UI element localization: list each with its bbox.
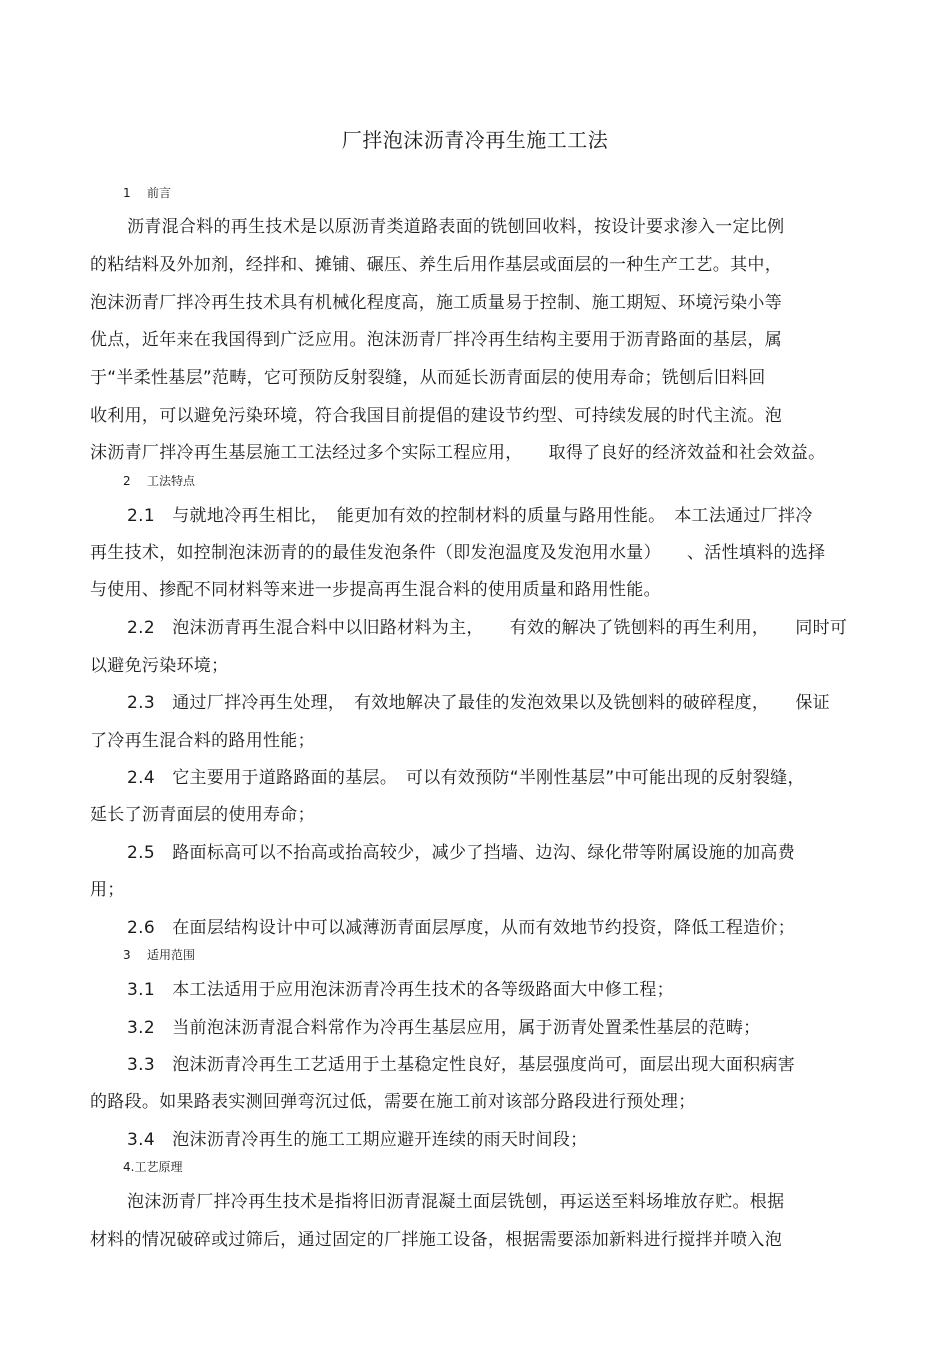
paragraph-line: 的粘结料及外加剂，经拌和、摊铺、碾压、养生后用作基层或面层的一种生产工艺。其中，	[90, 255, 782, 275]
paragraph-line: 2.1 与就地冷再生相比， 能更加有效的控制材料的质量与路用性能。 本工法通过厂拌冷	[127, 506, 813, 526]
paragraph-line: 以避免污染环境；	[90, 656, 229, 676]
section-number: 4.	[123, 1160, 135, 1174]
section-heading-3	[123, 946, 195, 963]
paragraph-line: 沫沥青厂拌冷再生基层施工工法经过多个实际工程应用， 取得了良好的经济效益和社会效益。	[90, 443, 826, 463]
paragraph-line: 优点，近年来在我国得到广泛应用。泡沫沥青厂拌冷再生结构主要用于沥青路面的基层，属	[90, 330, 782, 350]
paragraph-line: 与使用、掺配不同材料等来进一步提高再生混合料的使用质量和路用性能。	[90, 580, 661, 600]
section-heading-1	[123, 184, 171, 201]
section-number: 3	[123, 948, 131, 962]
paragraph-line: 3.4 泡沫沥青冷再生的施工工期应避开连续的雨天时间段；	[127, 1130, 588, 1150]
document-title: 厂拌泡沫沥青冷再生施工工法	[341, 128, 609, 152]
paragraph-line: 材料的情况破碎或过筛后，通过固定的厂拌施工设备，根据需要添加新料进行搅拌并喷入泡	[90, 1230, 782, 1250]
paragraph-line: 3.3 泡沫沥青冷再生工艺适用于土基稳定性良好，基层强度尚可，面层出现大面积病害	[127, 1055, 796, 1075]
section-title: 工艺原理	[134, 1160, 183, 1174]
section-number: 1	[123, 186, 131, 200]
section-heading-4	[123, 1158, 182, 1175]
paragraph-line: 2.3 通过厂拌冷再生处理， 有效地解决了最佳的发泡效果以及铣刨料的破碎程度， 保证	[127, 693, 830, 713]
paragraph-line: 于“半柔性基层”范畴，它可预防反射裂缝，从而延长沥青面层的使用寿命；铣刨后旧料回	[90, 368, 766, 388]
paragraph-line: 泡沫沥青厂拌冷再生技术具有机械化程度高，施工质量易于控制、施工期短、环境污染小等	[90, 293, 782, 313]
paragraph-line: 的路段。如果路表实测回弹弯沉过低，需要在施工前对该部分路段进行预处理；	[90, 1092, 696, 1112]
paragraph-line: 延长了沥青面层的使用寿命；	[90, 805, 315, 825]
paragraph-line: 沥青混合料的再生技术是以原沥青类道路表面的铣刨回收料，按设计要求渗入一定比例	[127, 217, 785, 237]
section-title: 前言	[147, 186, 172, 200]
section-title: 适用范围	[147, 948, 196, 962]
paragraph-line: 用；	[90, 880, 125, 900]
paragraph-line: 3.1 本工法适用于应用泡沫沥青冷再生技术的各等级路面大中修工程；	[127, 980, 674, 1000]
paragraph-line: 2.4 它主要用于道路路面的基层。 可以有效预防“半刚性基层”中可能出现的反射裂缝，	[127, 768, 805, 788]
paragraph-line: 2.2 泡沫沥青再生混合料中以旧路材料为主， 有效的解决了铣刨料的再生利用， 同时可	[127, 618, 848, 638]
paragraph-line: 2.6 在面层结构设计中可以减薄沥青面层厚度，从而有效地节约投资，降低工程造价；	[127, 918, 796, 938]
paragraph-line: 3.2 当前泡沫沥青混合料常作为冷再生基层应用，属于沥青处置柔性基层的范畴；	[127, 1018, 761, 1038]
paragraph-line: 了冷再生混合料的路用性能；	[90, 731, 315, 751]
paragraph-line: 泡沫沥青厂拌冷再生技术是指将旧沥青混凝土面层铣刨，再运送至料场堆放存贮。根据	[127, 1192, 785, 1212]
paragraph-line: 收利用，可以避免污染环境，符合我国目前提倡的建设节约型、可持续发展的时代主流。泡	[90, 406, 782, 426]
paragraph-line: 2.5 路面标高可以不抬高或抬高较少，减少了挡墙、边沟、绿化带等附属设施的加高费	[127, 843, 796, 863]
section-number: 2	[123, 474, 131, 488]
section-title: 工法特点	[147, 474, 196, 488]
section-heading-2	[123, 472, 195, 489]
paragraph-line: 再生技术，如控制泡沫沥青的的最佳发泡条件（即发泡温度及发泡用水量） 、活性填料的选择	[90, 543, 826, 563]
